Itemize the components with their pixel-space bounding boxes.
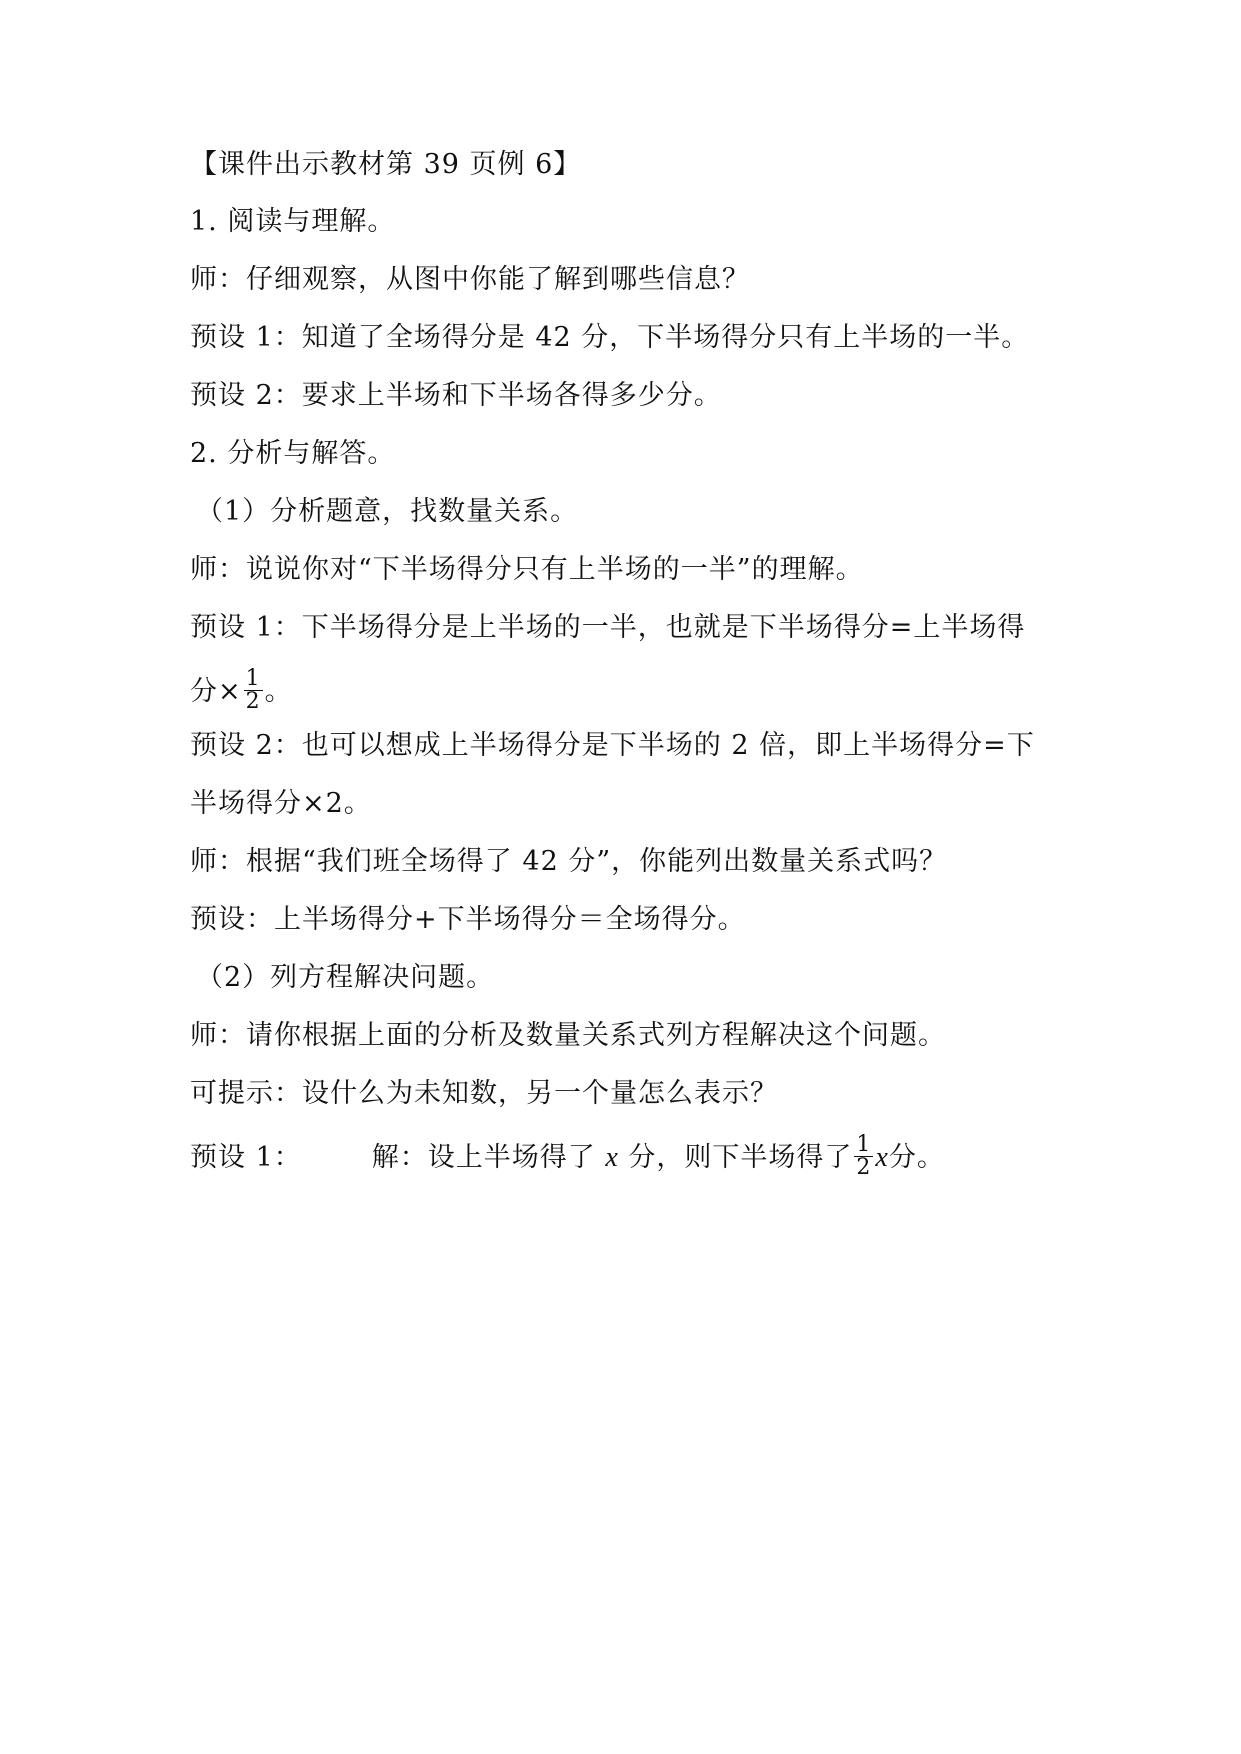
- preset-answer-3-line-2: [190, 666, 293, 715]
- text-fragment: 分×: [190, 676, 242, 707]
- solution-text-a: 解：设上半场得了: [371, 1142, 596, 1173]
- fraction-denominator: 2: [856, 1155, 872, 1180]
- step-2-title: 2. 分析与解答。: [190, 438, 396, 469]
- preset-answer-4-line-2: 半场得分×2。: [190, 788, 372, 819]
- text-fragment: 。: [264, 676, 293, 707]
- teacher-question-1: 师：仔细观察，从图中你能了解到哪些信息？: [190, 264, 750, 295]
- preset-answer-4-line-1: 预设 2：也可以想成上半场得分是下半场的 2 倍，即上半场得分=下: [190, 730, 1035, 761]
- fraction-numerator: 1: [245, 666, 261, 691]
- fraction-one-half-2: [854, 1134, 873, 1179]
- fraction-denominator: 2: [245, 689, 261, 714]
- solution-text-c: 分。: [888, 1142, 945, 1173]
- substep-1-title: （1）分析题意，找数量关系。: [196, 496, 579, 527]
- preset-answer-1: 预设 1：知道了全场得分是 42 分，下半场得分只有上半场的一半。: [190, 322, 1030, 353]
- preset-answer-3-line-1: 预设 1：下半场得分是上半场的一半，也就是下半场得分=上半场得: [190, 612, 1026, 643]
- substep-2-title: （2）列方程解决问题。: [196, 962, 495, 993]
- teacher-question-3: 师：根据“我们班全场得了 42 分”，你能列出数量关系式吗？: [190, 846, 948, 877]
- teacher-question-4: 师：请你根据上面的分析及数量关系式列方程解决这个问题。: [190, 1020, 946, 1051]
- section-heading: 【课件出示教材第 39 页例 6】: [190, 149, 582, 180]
- step-1-title: 1. 阅读与理解。: [190, 206, 396, 237]
- preset-label: 预设 1：: [190, 1142, 302, 1173]
- fraction-numerator: 1: [856, 1132, 872, 1157]
- variable-x: x: [605, 1142, 619, 1173]
- preset-solution-line: [190, 1132, 945, 1181]
- preset-answer-2: 预设 2：要求上半场和下半场各得多少分。: [190, 380, 722, 411]
- fraction-one-half: [244, 668, 263, 713]
- preset-answer-5: 预设：上半场得分+下半场得分＝全场得分。: [190, 904, 746, 935]
- variable-x-2: x: [875, 1142, 889, 1173]
- hint-line: 可提示：设什么为未知数，另一个量怎么表示？: [190, 1078, 778, 1109]
- solution-text-b: 分，则下半场得了: [628, 1142, 853, 1173]
- teacher-question-2: 师：说说你对“下半场得分只有上半场的一半”的理解。: [190, 554, 864, 585]
